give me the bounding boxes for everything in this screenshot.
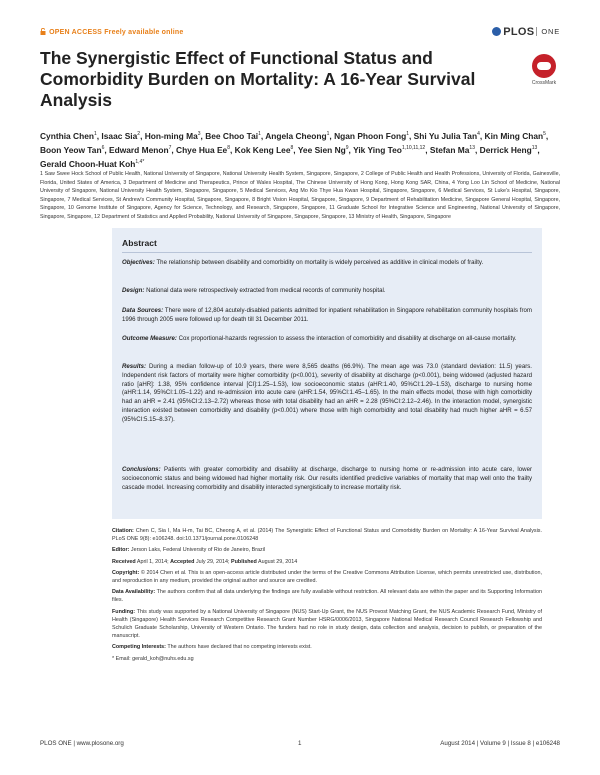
competing-interests-label: Competing Interests: [112,644,166,651]
funding-text: This study was supported by a National University of Singapore (NUS) Start-Up Grant, the NUS Provost Matching Grant, the NUS Academic Research Fund, Ministry of Health (Singapore) Health Services Research Competitive Research Grant Number HSRG/0006/2013, Singapore National Medical Research Council Research Fellowship and Schulich Graduate Scholarship, University of Western Ontario. The funders had no role in study design, data collection and analysis, decision to publish, or preparation of the manuscript. [112,608,542,640]
author-name: Kok Keng Lee [234,144,291,155]
citation [112,527,542,543]
citation-text: Chen C, Sia I, Ma H-m, Tai BC, Cheong A, et al. (2014) The Synergistic Effect of Functional Status and Comorbidity Burden on Mortality: A 16-Year Survival Analysis. PLoS ONE 9(8): e106248. doi:10.1371/journal.pone.0106248 [112,528,542,543]
open-access-label [40,28,184,36]
abstract-objectives [122,259,532,268]
author-name: Bee Choo Tai [205,130,259,141]
author-affiliation-marker: 4 [477,131,480,137]
author-affiliation-marker: 7 [168,144,172,151]
open-access-text: OPEN ACCESS Freely available online [49,29,184,36]
author-affiliation-marker: 1 [406,131,409,137]
corresponding-email[interactable]: * Email: gerald_koh@nuhs.edu.sg [112,655,194,662]
crossmark-icon [532,54,556,78]
objectives-label: Objectives: [122,259,155,266]
author-affiliation-marker: 1 [326,131,330,137]
author-affiliation-marker: 6 [101,144,105,151]
objectives-text: The relationship between disability and comorbidity on mortality is widely perceived as additive in clinical models of frailty. [156,259,484,266]
author-affiliation-marker: 8 [290,144,294,151]
data-availability-label: Data Availability: [112,589,156,596]
page-footer [40,740,560,752]
author-name: Ngan Phoon Fong [334,130,407,141]
author-affiliation-marker: 1,4* [135,158,145,165]
author-name: Gerald Choon-Huat Koh [40,158,136,169]
accepted-label: Accepted [170,558,195,565]
abstract-box [112,228,542,519]
author-affiliation-marker: 1 [258,131,261,137]
abstract-outcome-measure [122,335,532,344]
author-list: Cynthia Chen$^1$, Isaac Sia$^2$, Hon-ming Ma$^3$, Bee Choo Tai$^1$, Angela Cheong$^1$, Ngan Phoon Fong$^1$, Shi Yu Julia Tan$^4$, Kin Ming Chan$^5$, Boon Yeow Tan$^6$, Edward Menon$^7$, Chye Hua Ee$^8$, Kok Keng Lee$^8$, Yee Sien Ng$^9$, Yik Ying Teo$^{1,10,11,12}$, Stefan Ma$^{13}$, Derrick Heng$^{13}$, Gerald Choon-Huat Koh$^{1,4*}$ [40,130,549,169]
abstract-divider [122,252,532,253]
received-label: Received [112,558,136,565]
author-affiliation-marker: 8 [227,144,230,151]
copyright-label: Copyright: [112,569,140,576]
journal-header-bar [40,28,560,44]
crossmark-badge[interactable] [524,54,564,86]
editor-text: Jerson Laks, Federal University of Rio de Janeiro, Brazil [130,547,266,554]
abstract-design [122,287,532,296]
design-label: Design: [122,287,145,294]
design-text: National data were retrospectively extracted from medical records of community hospital. [146,287,386,294]
published-date: August 29, 2014 [257,558,298,565]
author-affiliation-marker: 5 [543,131,546,137]
author-name: Boon Yeow Tan [40,144,102,155]
data-sources-label: Data Sources: [122,307,164,314]
funding-label: Funding: [112,608,136,615]
results-text: During a median follow-up of 10.9 years, there were 8,565 deaths (66.9%). The mean age was 73.0 (standard deviation: 11.5) years. Independent risk factors of mortality were higher comorbidity (p<0.001), severity of disability at discharge (p<0.001), being widowed (adjusted hazard ratio [aHR]: 1.38, 95% confidence interval [CI]:1.25–1.53), low socioeconomic status (aHR:1.40, 95%CI:1.29–1.53), discharge to nursing home (aHR:1.14, 95%CI:1.05–1.22) and re-admission into acute care (aHR:1.54, 95%CI:1.45–1.65). In the main effects model, those with high comorbidity had an aHR = 2.41 (95%CI:2.13–2.72) whereas those with total disability had an aHR = 2.28 (95%CI:2.12–2.46). In the interaction model, synergistic interaction existed between comorbidity and disability (p<0.001) where those with high comorbidity and total disability had much higher aHR = 6.57 (95%CI:5.15–8.37). [122,363,532,423]
abstract-results [122,363,532,425]
crossmark-label: CrossMark [531,80,557,86]
footer-journal-url[interactable]: PLOS ONE | www.plosone.org [40,740,124,747]
plos-logo-one: ONE [536,27,560,36]
outcome-measure-text: Cox proportional-hazards regression to assess the interaction of comorbidity and disability at discharge on all-cause mortality. [178,335,517,342]
author-affiliation-marker: 13 [531,144,538,151]
author-affiliation-marker: 3 [197,131,201,137]
copyright [112,569,542,585]
plos-logo-icon [492,27,501,36]
page-number: 1 [298,740,302,747]
abstract-conclusions [122,466,532,492]
author-affiliation-marker: 1 [93,131,97,137]
footer-issue-info: August 2014 | Volume 9 | Issue 8 | e106248 [440,740,560,747]
author-affiliation-marker: 9 [345,144,349,151]
citation-label: Citation: [112,528,134,534]
author-name: Edward Menon [109,144,169,155]
author-name: Isaac Sia [101,130,138,141]
conclusions-text: Patients with greater comorbidity and disability at discharge, discharge to nursing home or re-admission into acute care, lower socioeconomic status and being widowed had higher mortality risk. Our results identified predictive variables of mortality that map well onto the frailty cascade model. Increasing comorbidity and disability interacted synergistically to increase mortality risk. [122,466,532,491]
article-title: The Synergistic Effect of Functional Status and Comorbidity Burden on Mortality: A 16-Year Survival Analysis [40,48,476,110]
accepted-date: July 29, 2014; [195,558,230,565]
abstract-data-sources [122,307,532,325]
outcome-measure-label: Outcome Measure: [122,335,177,342]
author-name: Hon-ming Ma [144,130,198,141]
author-name: Derrick Heng [479,144,532,155]
author-affiliation-marker: 2 [137,131,141,137]
data-availability [112,588,542,604]
plos-one-logo [492,26,560,38]
published-label: Published [231,558,257,565]
author-affiliation-marker: 1,10,11,12 [401,144,426,151]
author-name: Yik Ying Teo [353,144,402,155]
author-name: Shi Yu Julia Tan [413,130,478,141]
author-name: Kin Ming Chan [484,130,544,141]
affiliations: 1 Saw Swee Hock School of Public Health, National University of Singapore, National University Health System, Singapore, Singapore, 2 College of Public Health and Health Professions, University of Florida, Gainesville, Florida, United States of America, 3 Department of Medicine and Therapeutics, Prince of Wales Hospital, The Chinese University of Hong Kong, Hong Kong SAR, China, 4 Yong Loo Lin School of Medicine, National University of Singapore, National University Health System, Singapore, Singapore, 5 Medical Services, Ang Mo Kio Thye Hua Kwan Hospital, Singapore, Singapore, 6 Medical Services, St Luke's Hospital, Singapore, Singapore, 7 Medical Services, St Andrew's Community Hospital, Singapore, Singapore, 8 Bright Vision Hospital, Singapore, Singapore, 9 Department of Rehabilitation Medicine, Singapore General Hospital, Singapore, Singapore, 10 Genome Institute of Singapore, Agency for Science, Technology, and Research, Singapore, Singapore, 11 Graduate School for Integrative Science and Engineering, National University of Singapore, Singapore, Singapore, 12 Department of Statistics and Applied Probability, National University of Singapore, Singapore, Singapore, 13 Ministry of Health, Singapore, Singapore [40,171,560,220]
dates [112,558,542,566]
article-metadata [112,527,542,666]
competing-interests-text: The authors have declared that no competing interests exist. [167,644,312,651]
editor [112,546,542,554]
author-name: Chye Hua Ee [176,144,228,155]
funding [112,608,542,641]
abstract-heading: Abstract [122,238,157,248]
data-availability-text: The authors confirm that all data underlying the findings are fully available without restriction. All relevant data are within the paper and its Supporting Information files. [112,589,542,604]
copyright-text: © 2014 Chen et al. This is an open-access article distributed under the terms of the Creative Commons Attribution License, which permits unrestricted use, distribution, and reproduction in any medium, provided the original author and source are credited. [112,569,542,585]
author-name: Yee Sien Ng [297,144,346,155]
data-sources-text: There were of 12,804 acutely-disabled patients admitted for inpatient rehabilitation in Singapore rehabilitation community hospitals from 1996 through 2005 were followed up for death till 31 December 2011. [122,307,532,323]
competing-interests [112,643,542,651]
plos-logo-text: PLOS [503,26,535,38]
open-access-lock-icon [40,28,46,35]
author-name: Angela Cheong [265,130,327,141]
author-name: Stefan Ma [429,144,470,155]
author-name: Cynthia Chen [40,130,94,141]
results-label: Results: [122,363,147,370]
editor-label: Editor: [112,547,130,554]
received-date: April 1, 2014; [136,558,169,565]
conclusions-label: Conclusions: [122,466,161,473]
author-affiliation-marker: 13 [469,144,475,151]
